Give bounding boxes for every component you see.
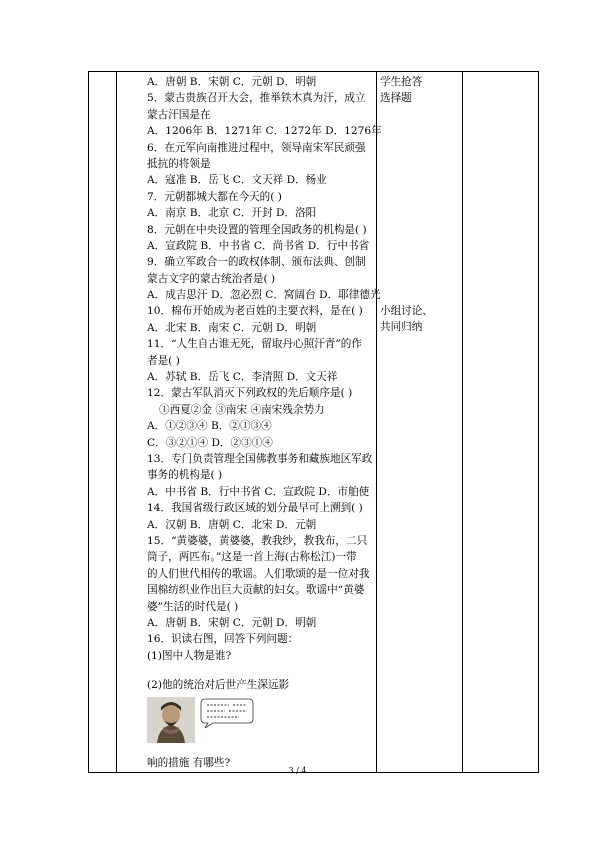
question-line: A．寇准 B．岳飞 C．文天祥 D．杨业 bbox=[147, 174, 327, 187]
question-line: A．苏轼 B．岳飞 C．李清照 D．文天祥 bbox=[147, 371, 338, 384]
question-line: 8．元朝在中央设置的管理全国政务的机构是( ) bbox=[147, 223, 367, 236]
question-line: A．北宋 B．南宋 C．元朝 D．明朝 bbox=[147, 321, 317, 334]
question-line: 的人们世代相传的歌谣。人们歌颂的是一位对我 bbox=[147, 567, 370, 580]
question-line: 10．棉布开始成为老百姓的主要衣料，是在( ) bbox=[147, 305, 363, 318]
question-line: 者是( ) bbox=[147, 354, 180, 367]
table-row bbox=[89, 72, 539, 773]
question-line: (2)他的统治对后世产生深远影 bbox=[147, 679, 290, 692]
question-line: A．中书省 B．行中书省 C．宣政院 D．市舶使 bbox=[147, 485, 370, 498]
questions-body bbox=[117, 72, 382, 772]
lesson-table bbox=[88, 71, 539, 773]
activity-cell bbox=[377, 72, 463, 773]
figure-portrait-with-speech bbox=[147, 697, 376, 747]
questions-cell bbox=[117, 72, 382, 773]
question-line: 14．我国省级行政区域的划分最早可上溯到( ) bbox=[147, 502, 363, 515]
question-line: 15．“黄婆婆，黄婆婆，教我纱，教我布，二只 bbox=[147, 534, 368, 547]
question-line: 国棉纺织业作出巨大贡献的妇女。歌谣中“黄婆 bbox=[147, 584, 365, 597]
question-line: A．1206年 B．1271年 C．1272年 D．1276年 bbox=[147, 125, 382, 138]
question-line: 事务的机构是( ) bbox=[147, 469, 223, 482]
question-line: 5．蒙古贵族召开大会，推举铁木真为汗，成立 bbox=[147, 92, 366, 105]
question-line: 蒙古汗国是在 bbox=[147, 108, 211, 121]
activity-note: 选择题 bbox=[380, 92, 412, 105]
speech-bubble-image bbox=[199, 697, 255, 729]
question-line: 9．确立军政合一的政权体制、颁布法典、创制 bbox=[147, 256, 366, 269]
question-line: 12．蒙古军队消灭下列政权的先后顺序是( ) bbox=[147, 387, 353, 400]
page-number: 3 / 4 bbox=[288, 766, 307, 775]
question-line: 响的措施 有哪些? bbox=[147, 757, 231, 770]
question-line: 7．元朝都城大都在今天的( ) bbox=[147, 190, 282, 203]
question-line: A．成吉思汗 D．忽必烈 C．窝阔台 D．耶律德光 bbox=[147, 289, 381, 302]
question-line: 婆”生活的时代是( ) bbox=[147, 600, 239, 613]
activity-note: 小组讨论、 bbox=[380, 304, 433, 317]
question-line: A．唐朝 B．宋朝 C．元朝 D．明朝 bbox=[147, 616, 317, 629]
question-line: A．唐朝 B．宋朝 C．元朝 D．明朝 bbox=[147, 76, 317, 88]
question-line: 13．专门负责管理全国佛教事务和藏族地区军政 bbox=[147, 452, 373, 465]
spacer bbox=[380, 107, 462, 303]
question-line: 11．“人生自古谁无死，留取丹心照汗青”的作 bbox=[147, 338, 362, 351]
question-line: A．①②③④ B．②①③④ bbox=[147, 420, 272, 433]
question-line: 蒙古文字的蒙古统治者是( ) bbox=[147, 272, 276, 285]
answer-space bbox=[147, 664, 376, 677]
blank-cell bbox=[463, 72, 539, 773]
question-line: (1)图中人物是谁? bbox=[147, 649, 232, 662]
question-line: 6．在元军向南推进过程中，领导南宋军民顽强 bbox=[147, 141, 366, 154]
question-line: A．汉朝 B．唐朝 C．北宋 D．元朝 bbox=[147, 518, 317, 531]
question-line: 筒子，两匹布。”这是一首上海(古称松江)一带 bbox=[147, 551, 357, 564]
activity-notes bbox=[377, 72, 462, 336]
q12-options: ①西夏②金 ③南宋 ④南宋残余势力 bbox=[159, 403, 325, 416]
activity-note: 学生抢答 bbox=[380, 76, 423, 88]
blank-cell bbox=[89, 72, 117, 773]
portrait-image bbox=[147, 697, 195, 743]
activity-note: 共同归纳 bbox=[380, 321, 423, 334]
question-line: 抵抗的将领是 bbox=[147, 157, 211, 170]
question-line: A．南京 B．北京 C．开封 D．洛阳 bbox=[147, 207, 317, 220]
question-line: 16．识读右图，回答下列问题： bbox=[147, 633, 299, 646]
question-line: A．宣政院 B．中书省 C．尚书省 D．行中书省 bbox=[147, 239, 370, 252]
question-line: C．③②①④ D．②③①④ bbox=[147, 436, 273, 449]
